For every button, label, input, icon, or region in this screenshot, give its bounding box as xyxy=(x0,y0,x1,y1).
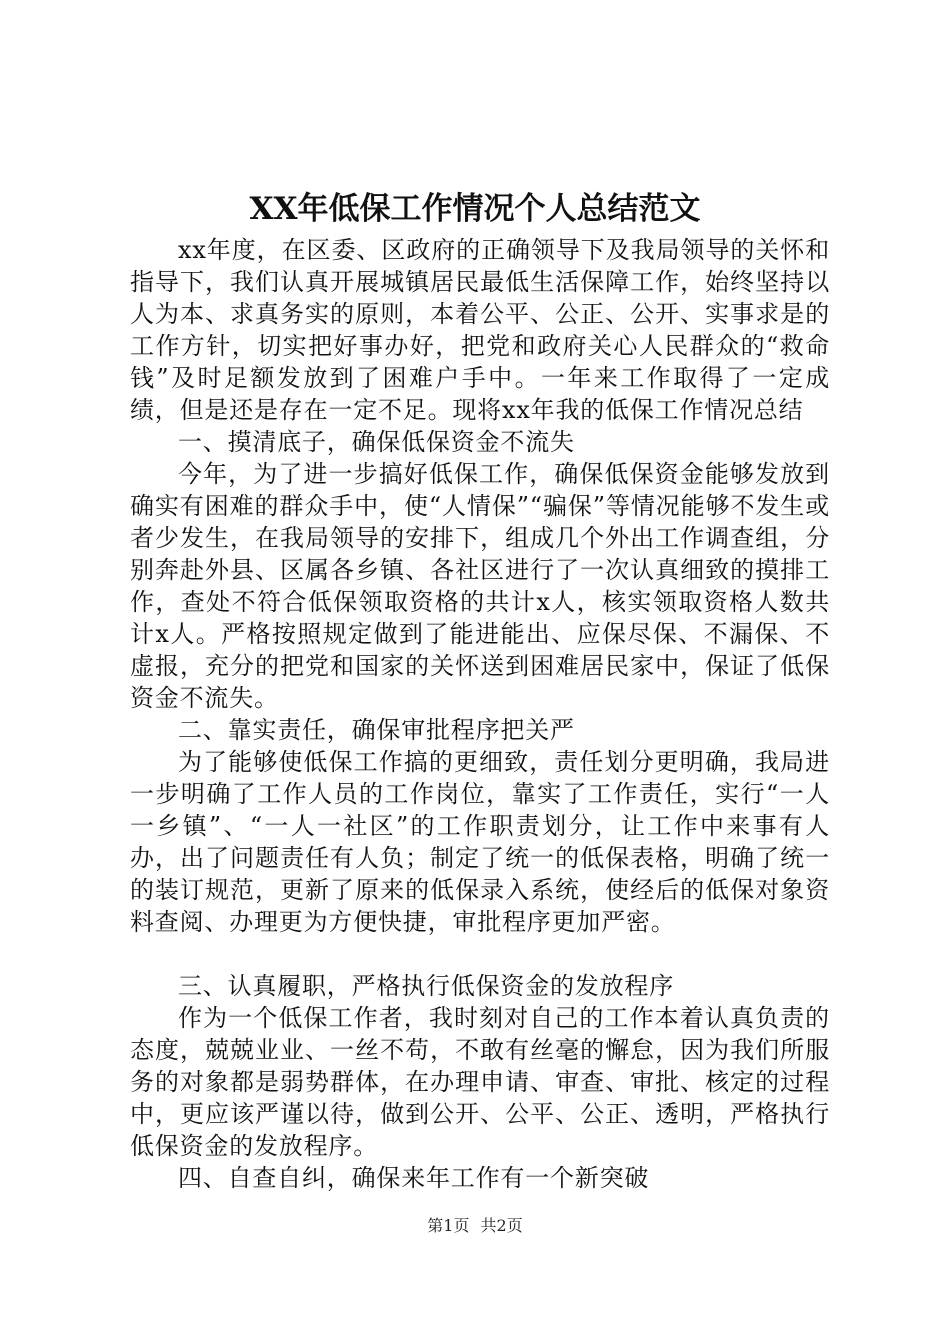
document-body xyxy=(130,234,830,1194)
section-heading-4: 四、自查自纠，确保来年工作有一个新突破 xyxy=(178,1164,650,1192)
page-footer xyxy=(0,1214,950,1238)
document-title: XX年低保工作情况个人总结范文 xyxy=(249,191,701,227)
section-body-3: 作为一个低保工作者，我时刻对自己的工作本着认真负责的态度，兢兢业业、一丝不苟，不敢有丝毫的懈怠，因为我们所服务的对象都是弱势群体，在办理申请、审查、审批、核定的过程中，更应该严谨以待，做到公开、公平、公正、透明，严格执行低保资金的发放程序。 xyxy=(130,1004,830,1160)
section-body-2: 为了能够使低保工作搞的更细致，责任划分更明确，我局进一步明确了工作人员的工作岗位，靠实了工作责任，实行“一人一乡镇”、“一人一社区”的工作职责划分，让工作中来事有人办，出了问题责任有人负；制定了统一的低保表格，明确了统一的装订规范，更新了原来的低保录入系统，使经后的低保对象资料查阅、办理更为方便快捷，审批程序更加严密。 xyxy=(130,748,830,936)
section-body-1: 今年，为了进一步搞好低保工作，确保低保资金能够发放到确实有困难的群众手中，使“人情保”“骗保”等情况能够不发生或者少发生，在我局领导的安排下，组成几个外出工作调查组，分别奔赴外县、区属各乡镇、各社区进行了一次认真细致的摸排工作，查处不符合低保领取资格的共计x人，核实领取资格人数共计x人。严格按照规定做到了能进能出、应保尽保、不漏保、不虚报，充分的把党和国家的关怀送到困难居民家中，保证了低保资金不流失。 xyxy=(130,460,830,712)
page-total: 共2页 xyxy=(480,1216,523,1235)
page-number: 第1页 xyxy=(427,1216,470,1235)
section-heading-3: 三、认真履职，严格执行低保资金的发放程序 xyxy=(178,972,674,1000)
section-heading-2: 二、靠实责任，确保审批程序把关严 xyxy=(178,716,575,744)
paragraph-gap xyxy=(130,938,830,970)
intro-paragraph: xx年度，在区委、区政府的正确领导下及我局领导的关怀和指导下，我们认真开展城镇居民最低生活保障工作，始终坚持以人为本、求真务实的原则，本着公平、公正、公开、实事求是的工作方针，切实把好事办好，把党和政府关心人民群众的“救命钱”及时足额发放到了困难户手中。一年来工作取得了一定成绩，但是还是存在一定不足。现将xx年我的低保工作情况总结 xyxy=(130,236,830,424)
section-heading-1: 一、摸清底子，确保低保资金不流失 xyxy=(178,428,575,456)
